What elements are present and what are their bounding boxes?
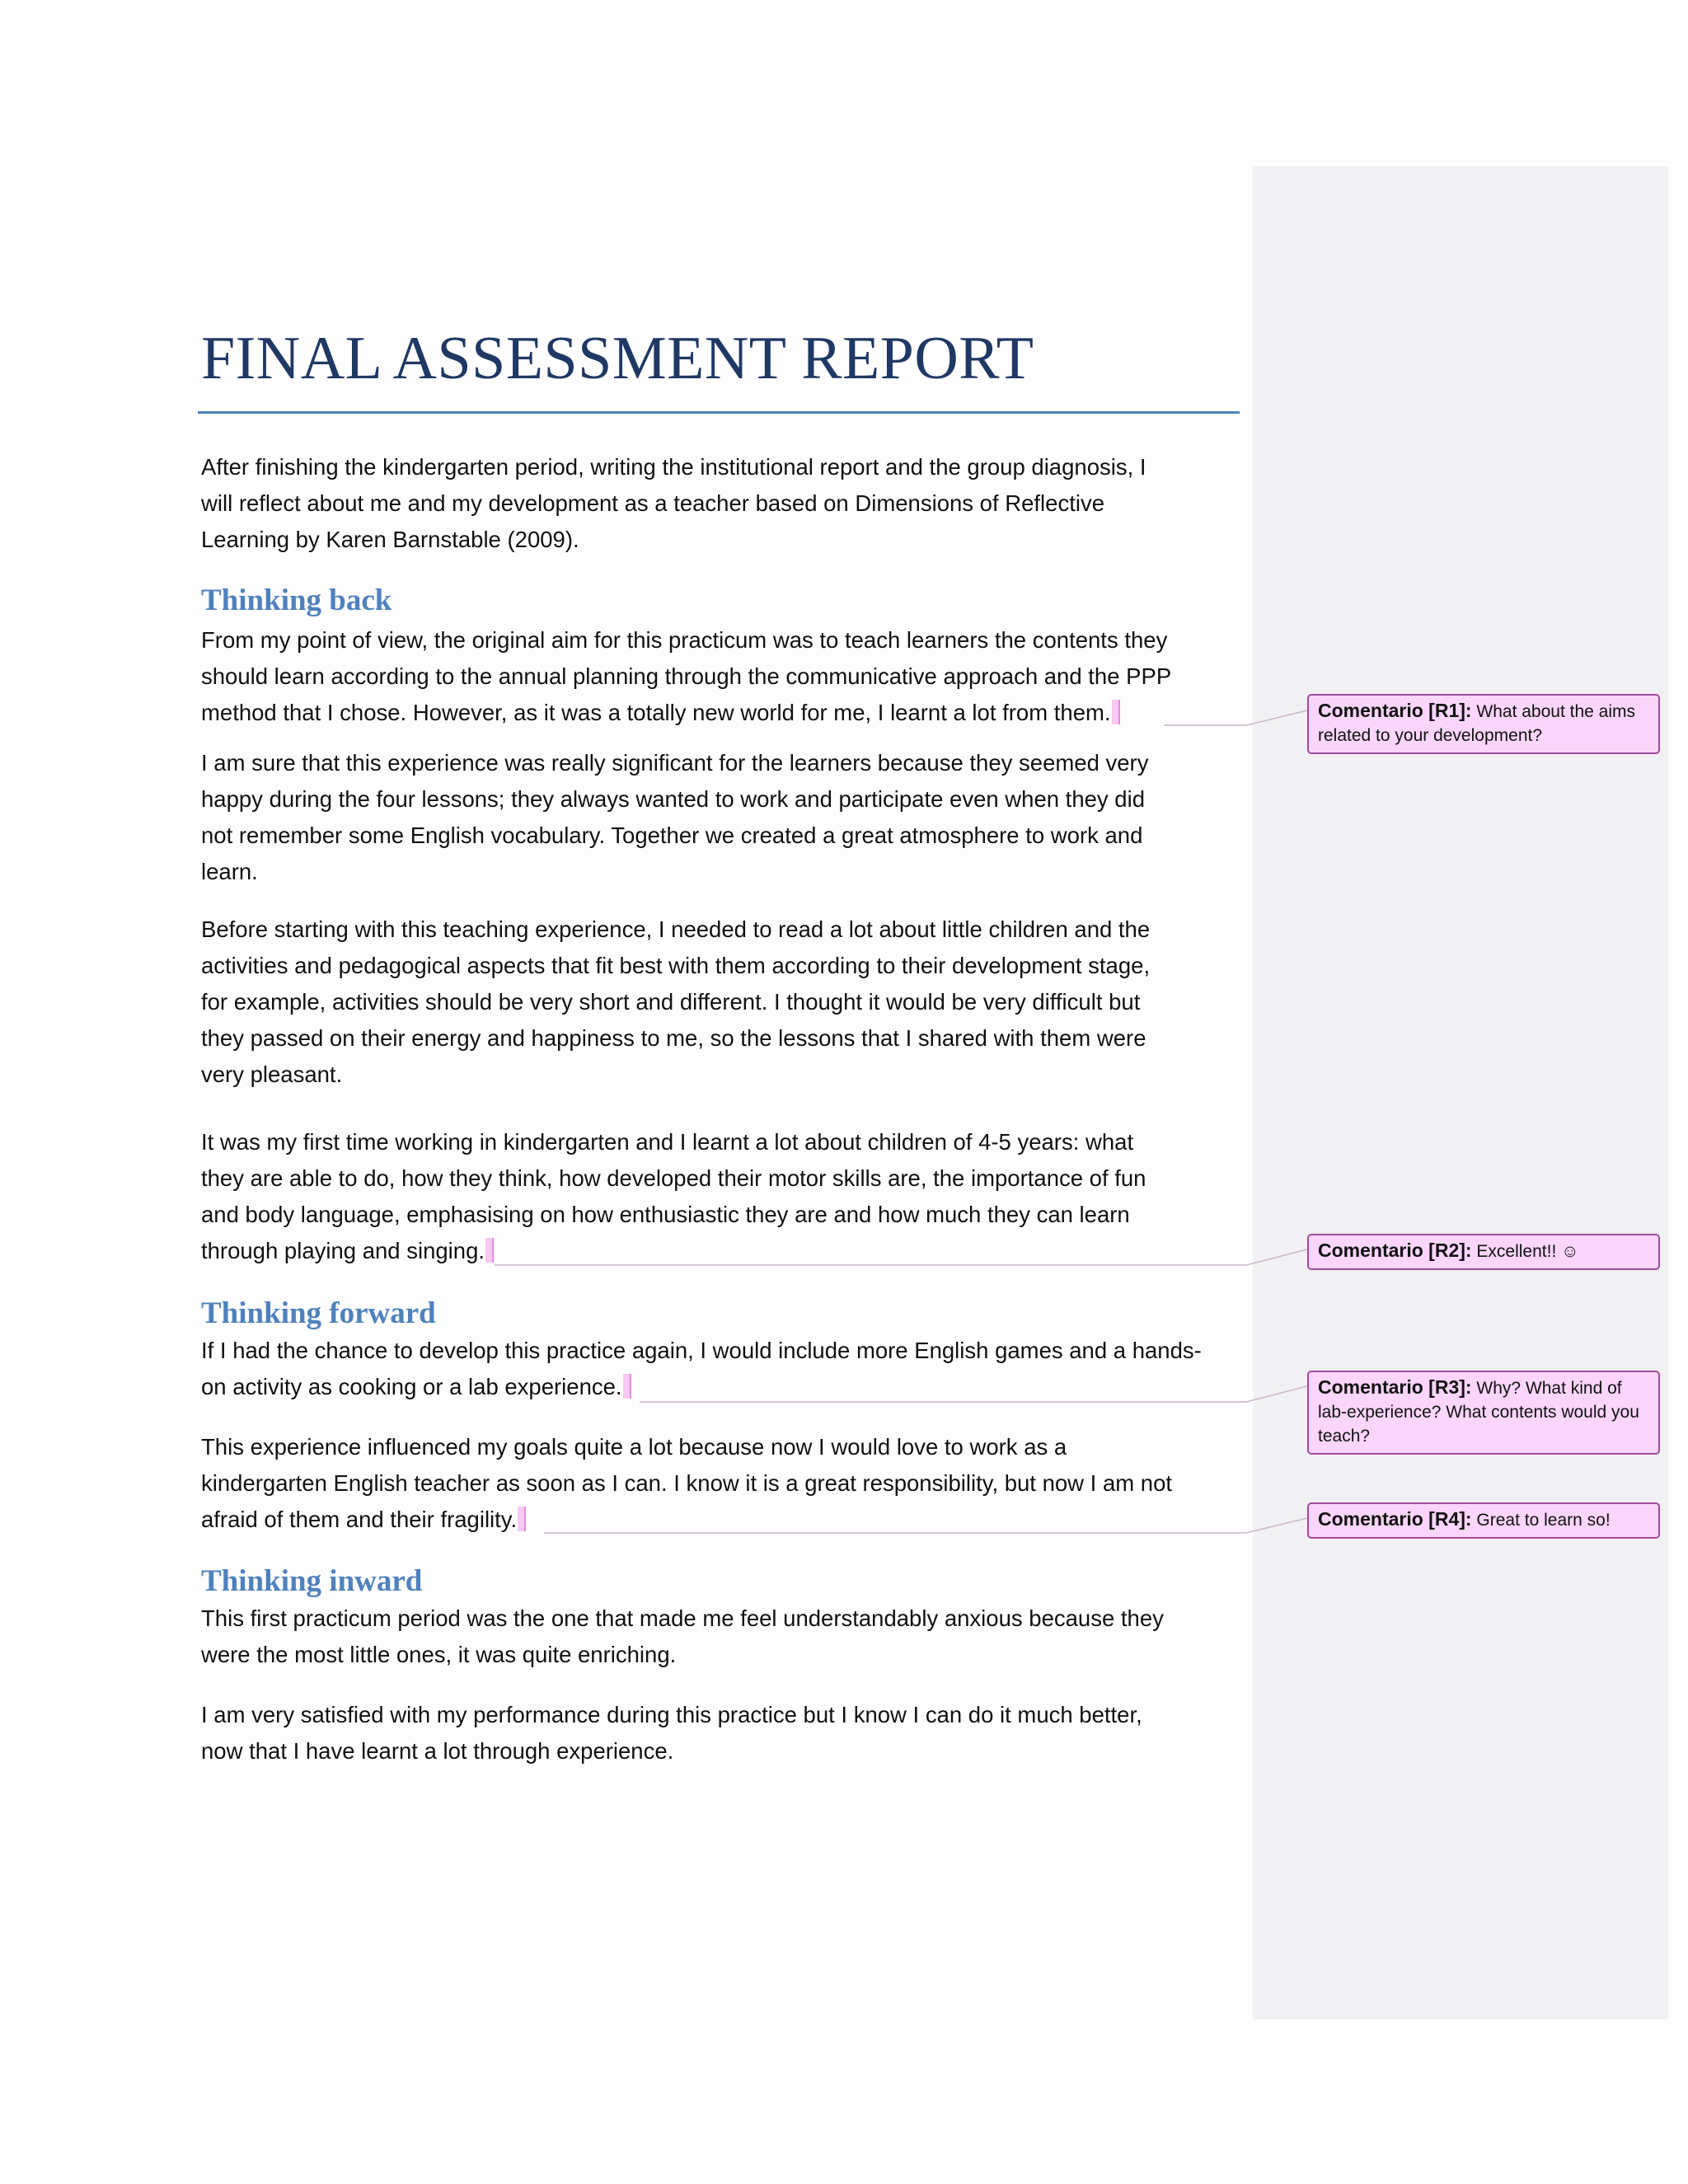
- text-line: method that I chose. However, as it was a totally new world for me, I learnt a lot from them.: [201, 700, 1111, 725]
- heading-thinking-forward: Thinking forward: [201, 1296, 436, 1330]
- comment-balloon-r4[interactable]: [1307, 1502, 1660, 1539]
- paragraph: [201, 1697, 1248, 1769]
- text-line: afraid of them and their fragility.: [201, 1507, 518, 1532]
- text-line: will reflect about me and my development as a teacher based on Dimensions of Reflective: [201, 490, 1104, 516]
- comment-label: Comentario [R3]:: [1318, 1376, 1472, 1398]
- text-line-with-comment: [201, 1369, 1248, 1405]
- paragraph: [201, 912, 1248, 1093]
- comment-label: Comentario [R4]:: [1318, 1508, 1472, 1530]
- comment-balloon-r3[interactable]: [1307, 1371, 1660, 1455]
- text-line: were the most little ones, it was quite enriching.: [201, 1642, 677, 1667]
- heading-thinking-back: Thinking back: [201, 583, 392, 617]
- comment-label: Comentario [R1]:: [1318, 700, 1472, 721]
- title-underline: [198, 411, 1240, 414]
- text-line: This first practicum period was the one that made me feel understandably anxious because they: [201, 1605, 1164, 1631]
- text-line: they passed on their energy and happiness to me, so the lessons that I shared with them were: [201, 1025, 1146, 1051]
- text-line: activities and pedagogical aspects that fit best with them according to their development stage,: [201, 953, 1151, 978]
- document-title: FINAL ASSESSMENT REPORT: [201, 325, 1034, 392]
- text-line: for example, activities should be very short and different. I thought it would be very difficult but: [201, 989, 1141, 1015]
- comment-balloon-r2[interactable]: [1307, 1234, 1660, 1270]
- text-line: Learning by Karen Barnstable (2009).: [201, 527, 579, 552]
- text-line: now that I have learnt a lot through experience.: [201, 1738, 674, 1764]
- comment-margin-pane: [1253, 166, 1668, 2019]
- comment-balloon-r1[interactable]: [1307, 694, 1660, 754]
- text-line-with-comment: [201, 1502, 1248, 1538]
- paragraph: [201, 1124, 1248, 1269]
- text-line-with-comment: [201, 695, 1248, 731]
- comment-label: Comentario [R2]:: [1318, 1240, 1472, 1261]
- text-line: This experience influenced my goals quite a lot because now I would love to work as a: [201, 1434, 1067, 1460]
- text-line: learn.: [201, 859, 258, 884]
- text-line: It was my first time working in kindergarten and I learnt a lot about children of 4-5 years: what: [201, 1129, 1134, 1155]
- text-line: I am sure that this experience was really significant for the learners because they seemed very: [201, 750, 1149, 776]
- text-line: After finishing the kindergarten period, writing the institutional report and the group diagnosis, I: [201, 454, 1146, 480]
- text-line-with-comment: [201, 1233, 1248, 1269]
- heading-thinking-inward: Thinking inward: [201, 1564, 423, 1598]
- text-line: If I had the chance to develop this practice again, I would include more English games and a hands-: [201, 1338, 1202, 1363]
- text-line: should learn according to the annual planning through the communicative approach and the PPP: [201, 663, 1172, 689]
- paragraph: [201, 745, 1248, 890]
- text-line: Before starting with this teaching experience, I needed to read a lot about little children and the: [201, 916, 1151, 942]
- comment-text: What about the aims related to your development?: [1318, 702, 1636, 745]
- paragraph: [201, 622, 1248, 731]
- comment-text: Why? What kind of lab-experience? What contents would you teach?: [1318, 1379, 1639, 1446]
- text-line: kindergarten English teacher as soon as I can. I know it is a great responsibility, but now I am not: [201, 1470, 1173, 1496]
- text-line: very pleasant.: [201, 1062, 343, 1087]
- comment-anchor-r3[interactable]: [623, 1374, 631, 1399]
- comment-anchor-r2[interactable]: [485, 1238, 494, 1263]
- paragraph: [201, 1333, 1248, 1405]
- text-line: they are able to do, how they think, how developed their motor skills are, the importance of fun: [201, 1165, 1146, 1191]
- text-line: happy during the four lessons; they always wanted to work and participate even when they did: [201, 786, 1145, 812]
- text-line: and body language, emphasising on how enthusiastic they are and how much they can learn: [201, 1202, 1130, 1227]
- text-line: From my point of view, the original aim for this practicum was to teach learners the contents they: [201, 627, 1168, 653]
- text-line: not remember some English vocabulary. Together we created a great atmosphere to work and: [201, 823, 1143, 848]
- comment-anchor-r4[interactable]: [518, 1507, 526, 1531]
- text-line: I am very satisfied with my performance during this practice but I know I can do it much better,: [201, 1702, 1142, 1727]
- comment-text: Excellent!! ☺: [1476, 1242, 1579, 1261]
- text-line: through playing and singing.: [201, 1238, 485, 1263]
- intro-paragraph: [201, 449, 1248, 558]
- comment-anchor-r1[interactable]: [1112, 700, 1120, 724]
- paragraph: [201, 1429, 1248, 1538]
- paragraph: [201, 1601, 1248, 1673]
- text-line: on activity as cooking or a lab experience.: [201, 1374, 622, 1399]
- comment-text: Great to learn so!: [1476, 1511, 1611, 1530]
